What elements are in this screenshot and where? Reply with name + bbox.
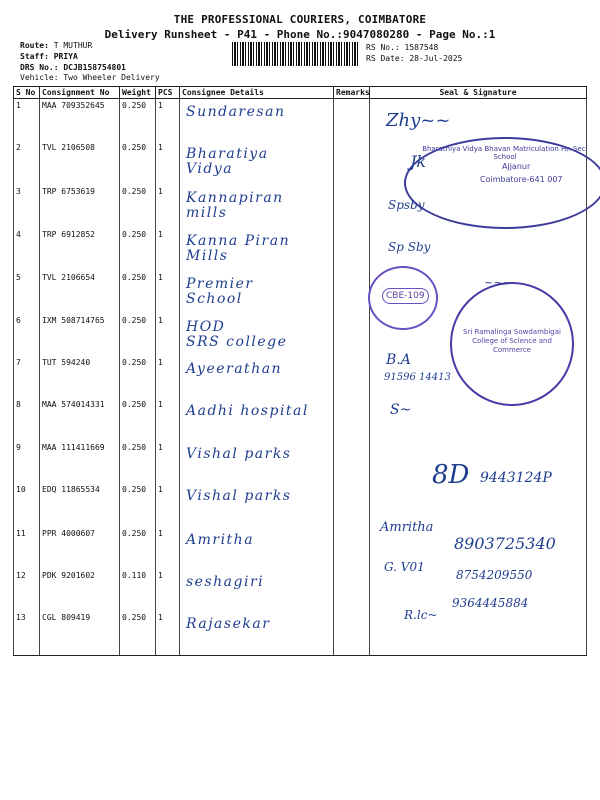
cell-weight: 0.250	[120, 141, 156, 185]
col-weight: Weight	[120, 87, 156, 99]
cell-remarks	[334, 314, 370, 356]
cell-weight: 0.250	[120, 185, 156, 228]
cell-consignee	[180, 398, 334, 441]
signature-2: Jk	[410, 152, 427, 171]
cell-consignment: EDQ 11865534	[40, 483, 120, 527]
staff-label: Staff:	[20, 52, 49, 61]
cell-weight: 0.250	[120, 99, 156, 142]
consignee-handwriting: Kanna Piran Mills	[186, 233, 291, 264]
table-row	[14, 228, 587, 271]
col-pcs: PCS	[156, 87, 180, 99]
col-seal: Seal & Signature	[370, 87, 587, 99]
runsheet-subtitle: Delivery Runsheet - P41 - Phone No.:9047080280 - Page No.:1	[104, 28, 496, 41]
consignee-handwriting: Kannapiran mills	[186, 190, 284, 221]
cell-weight: 0.250	[120, 271, 156, 314]
cell-sno: 4	[14, 228, 40, 271]
cell-pcs: 1	[156, 314, 180, 356]
consignee-handwriting: Bharatiya Vidya	[186, 146, 269, 177]
rs-date-line	[366, 54, 462, 64]
cell-weight: 0.250	[120, 398, 156, 441]
route-value: T MUTHUR	[53, 41, 93, 50]
cell-pcs: 1	[156, 228, 180, 271]
cell-sno: 10	[14, 483, 40, 527]
cell-consignment: TVL 2106508	[40, 141, 120, 185]
cell-remarks	[334, 141, 370, 185]
signature-7-phone: 91596 14413	[384, 372, 451, 383]
cell-pcs: 1	[156, 483, 180, 527]
cell-consignee	[180, 441, 334, 483]
cell-consignment: MAA 111411669	[40, 441, 120, 483]
rs-date-value: 28-Jul-2025	[409, 54, 463, 63]
cell-remarks	[334, 185, 370, 228]
signature-3: Spsby	[388, 198, 425, 212]
consignee-handwriting: Sundaresan	[186, 104, 286, 120]
signature-10-phone: 9443124P	[480, 470, 552, 486]
cell-consignee	[180, 271, 334, 314]
cell-seal-signature	[370, 611, 587, 656]
cell-remarks	[334, 271, 370, 314]
cell-consignee	[180, 228, 334, 271]
cell-consignment: IXM 508714765	[40, 314, 120, 356]
cell-sno: 13	[14, 611, 40, 656]
cell-pcs: 1	[156, 141, 180, 185]
vehicle-line	[20, 73, 160, 83]
signature-1: Zhy~~	[386, 110, 451, 131]
cell-consignee	[180, 314, 334, 356]
vehicle-value: Two Wheeler Delivery	[63, 73, 160, 82]
college-seal	[450, 282, 574, 406]
table-header-row	[14, 87, 587, 99]
cell-remarks	[334, 441, 370, 483]
staff-line	[20, 52, 78, 62]
cell-remarks	[334, 611, 370, 656]
consignee-handwriting: Amritha	[186, 532, 255, 548]
cell-pcs: 1	[156, 398, 180, 441]
consignee-handwriting: HOD SRS college	[186, 319, 288, 350]
cell-pcs: 1	[156, 527, 180, 569]
col-remarks: Remarks	[334, 87, 370, 99]
cell-sno: 8	[14, 398, 40, 441]
signature-13-phone: 9364445884	[452, 596, 529, 610]
cell-sno: 9	[14, 441, 40, 483]
cell-remarks	[334, 99, 370, 142]
cell-pcs: 1	[156, 185, 180, 228]
cell-consignee	[180, 527, 334, 569]
school-seal-place: Ajjanur	[502, 162, 531, 171]
drs-label: DRS No.:	[20, 63, 59, 72]
cell-consignee	[180, 141, 334, 185]
drs-line	[20, 63, 126, 73]
consignee-handwriting: Aadhi hospital	[186, 403, 309, 419]
table-row	[14, 611, 587, 656]
signature-5: ~~~	[484, 276, 512, 289]
staff-value: PRIYA	[53, 52, 78, 61]
cell-weight: 0.250	[120, 441, 156, 483]
cell-sno: 12	[14, 569, 40, 611]
cell-seal-signature	[370, 441, 587, 483]
signature-11-phone: 8903725340	[454, 534, 556, 553]
college-seal-name: Sri Ramalinga Sowdambigai College of Science and Commerce	[463, 328, 561, 354]
drs-value: DCJB158754801	[63, 63, 126, 72]
cell-consignment: MAA 574014331	[40, 398, 120, 441]
cell-consignee	[180, 356, 334, 398]
table-row	[14, 99, 587, 142]
consignee-handwriting: Vishal parks	[186, 488, 292, 504]
cell-weight: 0.250	[120, 228, 156, 271]
cell-consignee	[180, 185, 334, 228]
route-label: Route:	[20, 41, 49, 50]
cell-consignment: TVL 2106654	[40, 271, 120, 314]
school-seal-name: Bharathiya Vidya Bhavan Matriculation Hr. Sec. School	[422, 145, 588, 161]
cell-weight: 0.110	[120, 569, 156, 611]
signature-7: B.A	[386, 352, 411, 368]
cell-remarks	[334, 398, 370, 441]
cell-remarks	[334, 228, 370, 271]
vehicle-label: Vehicle:	[20, 73, 59, 82]
col-consignment: Consignment No	[40, 87, 120, 99]
cell-consignment: TUT 594240	[40, 356, 120, 398]
cell-weight: 0.250	[120, 356, 156, 398]
cell-pcs: 1	[156, 356, 180, 398]
route-line	[20, 41, 92, 51]
company-title: THE PROFESSIONAL COURIERS, COIMBATORE	[173, 13, 427, 26]
signature-11: Amritha	[380, 520, 434, 535]
cell-consignment: PDK 9201602	[40, 569, 120, 611]
cell-consignee	[180, 569, 334, 611]
col-consignee: Consignee Details	[180, 87, 334, 99]
cell-remarks	[334, 527, 370, 569]
consignee-handwriting: seshagiri	[186, 574, 265, 590]
cell-sno: 1	[14, 99, 40, 142]
cell-weight: 0.250	[120, 611, 156, 656]
cell-remarks	[334, 569, 370, 611]
cell-consignee	[180, 611, 334, 656]
cell-consignment: TRP 6753619	[40, 185, 120, 228]
cell-sno: 2	[14, 141, 40, 185]
cell-pcs: 1	[156, 569, 180, 611]
signature-10: 8D	[432, 460, 470, 490]
cell-remarks	[334, 356, 370, 398]
rs-no-line	[366, 43, 438, 53]
consignee-handwriting: Premier School	[186, 276, 254, 307]
cell-consignment: PPR 4000607	[40, 527, 120, 569]
barcode-image	[232, 42, 360, 66]
school-seal-city: Coimbatore-641 007	[480, 175, 563, 184]
cell-pcs: 1	[156, 99, 180, 142]
cbe-seal-code: CBE-109	[382, 288, 429, 304]
cell-consignment: CGL 809419	[40, 611, 120, 656]
table-row	[14, 483, 587, 527]
rs-no-value: 1587548	[404, 43, 439, 52]
rs-date-label: RS Date:	[366, 54, 405, 63]
cell-consignment: MAA 709352645	[40, 99, 120, 142]
cell-pcs: 1	[156, 441, 180, 483]
cell-consignment: TRP 6912852	[40, 228, 120, 271]
cell-consignee	[180, 99, 334, 142]
cell-sno: 3	[14, 185, 40, 228]
consignee-handwriting: Rajasekar	[186, 616, 271, 632]
col-sno: S No	[14, 87, 40, 99]
signature-8: S~	[390, 402, 412, 418]
cell-pcs: 1	[156, 271, 180, 314]
cell-pcs: 1	[156, 611, 180, 656]
cell-weight: 0.250	[120, 527, 156, 569]
consignee-handwriting: Ayeerathan	[186, 361, 283, 377]
signature-12: G. V01	[384, 560, 425, 574]
signature-13: R.lc~	[404, 608, 438, 622]
consignee-handwriting: Vishal parks	[186, 446, 292, 462]
rs-no-label: RS No.:	[366, 43, 400, 52]
cbe-seal	[368, 266, 438, 330]
cell-sno: 7	[14, 356, 40, 398]
signature-4: Sp Sby	[388, 240, 431, 254]
cell-sno: 11	[14, 527, 40, 569]
cell-consignee	[180, 483, 334, 527]
school-seal	[404, 137, 600, 229]
cell-sno: 5	[14, 271, 40, 314]
cell-weight: 0.250	[120, 483, 156, 527]
cell-weight: 0.250	[120, 314, 156, 356]
signature-12-phone: 8754209550	[456, 568, 533, 582]
cell-sno: 6	[14, 314, 40, 356]
cell-remarks	[334, 483, 370, 527]
